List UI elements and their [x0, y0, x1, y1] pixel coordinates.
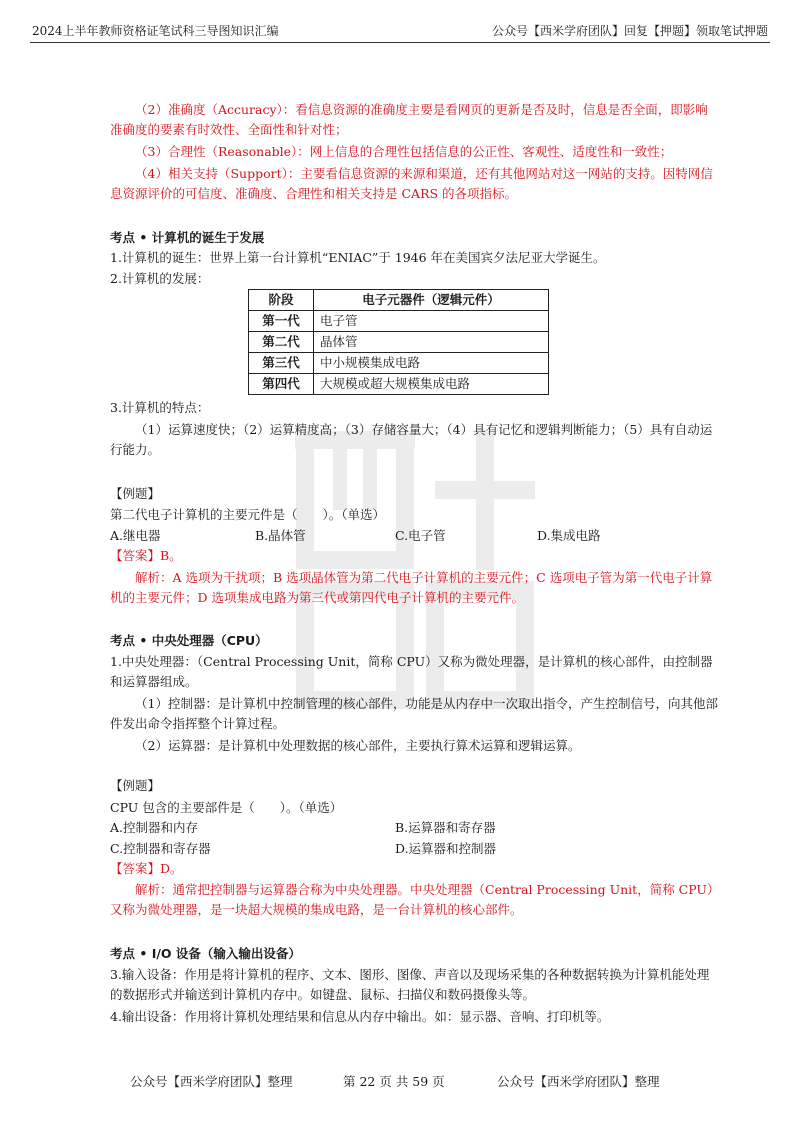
computer-birth-text: 1.计算机的诞生：世界上第一台计算机“ENIAC”于 1946 年在美国宾夕法尼亚大学诞生。	[110, 250, 606, 265]
example-options	[110, 839, 730, 859]
answer-text: 【答案】D。	[110, 861, 183, 876]
option-b: B.运算器和寄存器	[395, 820, 496, 835]
generations-table	[248, 289, 549, 395]
header-title: 2024上半年教师资格证笔试科三导图知识汇编	[32, 24, 279, 38]
option-c: C.控制器和寄存器	[110, 841, 211, 856]
example-question: CPU 包含的主要部件是（ ）。（单选）	[110, 800, 343, 815]
table-cell-component: 电子管	[314, 311, 549, 332]
table-cell-component: 大规模或超大规模集成电路	[314, 374, 549, 395]
table-row	[249, 311, 549, 332]
footer-right: 公众号【西米学府团队】整理	[497, 1074, 660, 1089]
table-header-row	[249, 290, 549, 311]
table-cell-stage: 第二代	[249, 332, 314, 353]
input-devices-text: 3.输入设备：作用是将计算机的程序、文本、图形、图像、声音以及现场采集的各种数据转换为计算机能处理的数据形式并输送到计算机内存中。如键盘、鼠标、扫描仪和数码摄像头等。	[110, 967, 710, 1002]
table-cell-component: 晶体管	[314, 332, 549, 353]
option-d: D.运算器和控制器	[395, 841, 497, 856]
option-a: A.控制器和内存	[110, 820, 199, 835]
example-question: 第二代电子计算机的主要元件是（ ）。（单选）	[110, 507, 386, 522]
table-row	[249, 332, 549, 353]
computer-features-text: （1）运算速度快；（2）运算精度高；（3）存储容量大；（4）具有记忆和逻辑判断能力；（5）具有自动运行能力。	[110, 422, 713, 457]
option-a: A.继电器	[110, 528, 161, 543]
table-header-stage: 阶段	[249, 290, 314, 311]
table-cell-component: 中小规模集成电路	[314, 353, 549, 374]
example-options	[110, 526, 730, 546]
table-cell-stage: 第一代	[249, 311, 314, 332]
section-title-cpu: 考点 • 中央处理器（CPU）	[110, 633, 268, 648]
page-footer	[0, 1072, 800, 1092]
analysis-text: 解析：通常把控制器与运算器合称为中央处理器。中央处理器（Central Processing Unit，简称 CPU）又称为微处理器，是一块超大规模的集成电路，是一台计算机的核心部件。	[110, 882, 720, 917]
example-label: 【例题】	[110, 486, 161, 501]
page-number: 第 22 页 共 59 页	[343, 1074, 445, 1089]
option-c: C.电子管	[395, 528, 446, 543]
section-title-computer-birth: 考点 • 计算机的诞生于发展	[110, 230, 265, 245]
cpu-definition: 1.中央处理器：（Central Processing Unit，简称 CPU）又称为微处理器，是计算机的核心部件，由控制器和运算器组成。	[110, 654, 713, 689]
footer-left: 公众号【西米学府团队】整理	[130, 1074, 293, 1089]
page-header	[30, 20, 770, 43]
cpu-alu: （2）运算器：是计算机中处理数据的核心部件，主要执行算术运算和逻辑运算。	[135, 738, 581, 753]
intro-reasonable: （3）合理性（Reasonable）：网上信息的合理性包括信息的公正性、客观性、适度性和一致性；	[135, 144, 673, 159]
option-d: D.集成电路	[537, 528, 601, 543]
computer-dev-text: 2.计算机的发展：	[110, 271, 210, 286]
table-cell-stage: 第四代	[249, 374, 314, 395]
computer-features-title: 3.计算机的特点：	[110, 400, 210, 415]
header-promo: 公众号【西米学府团队】回复【押题】领取笔试押题	[491, 24, 768, 38]
section-title-io: 考点 • I/O 设备（输入输出设备）	[110, 946, 301, 961]
output-devices-text: 4.输出设备：作用将计算机处理结果和信息从内存中输出。如：显示器、音响、打印机等。	[110, 1009, 610, 1024]
option-b: B.晶体管	[255, 528, 306, 543]
intro-accuracy: （2）准确度（Accuracy）：看信息资源的准确度主要是看网页的更新是否及时，信息是否全面，即影响准确度的要素有时效性、全面性和针对性；	[110, 102, 708, 137]
example-options	[110, 818, 730, 838]
table-row	[249, 374, 549, 395]
cpu-controller: （1）控制器：是计算机中控制管理的核心部件，功能是从内存中一次取出指令，产生控制信号，向其他部件发出命令指挥整个计算过程。	[110, 696, 718, 731]
answer-text: 【答案】B。	[110, 548, 182, 563]
table-header-component: 电子元器件（逻辑元件）	[314, 290, 549, 311]
intro-support: （4）相关支持（Support）：主要看信息资源的来源和渠道，还有其他网站对这一网站的支持。因特网信息资源评价的可信度、准确度、合理性和相关支持是 CARS 的各项指标。	[110, 166, 713, 201]
analysis-text: 解析：A 选项为干扰项；B 选项晶体管为第二代电子计算机的主要元件；C 选项电子管为第一代电子计算机的主要元件；D 选项集成电路为第三代或第四代电子计算机的主要元件。	[110, 570, 713, 605]
table-row	[249, 353, 549, 374]
table-cell-stage: 第三代	[249, 353, 314, 374]
example-label: 【例题】	[110, 778, 161, 793]
